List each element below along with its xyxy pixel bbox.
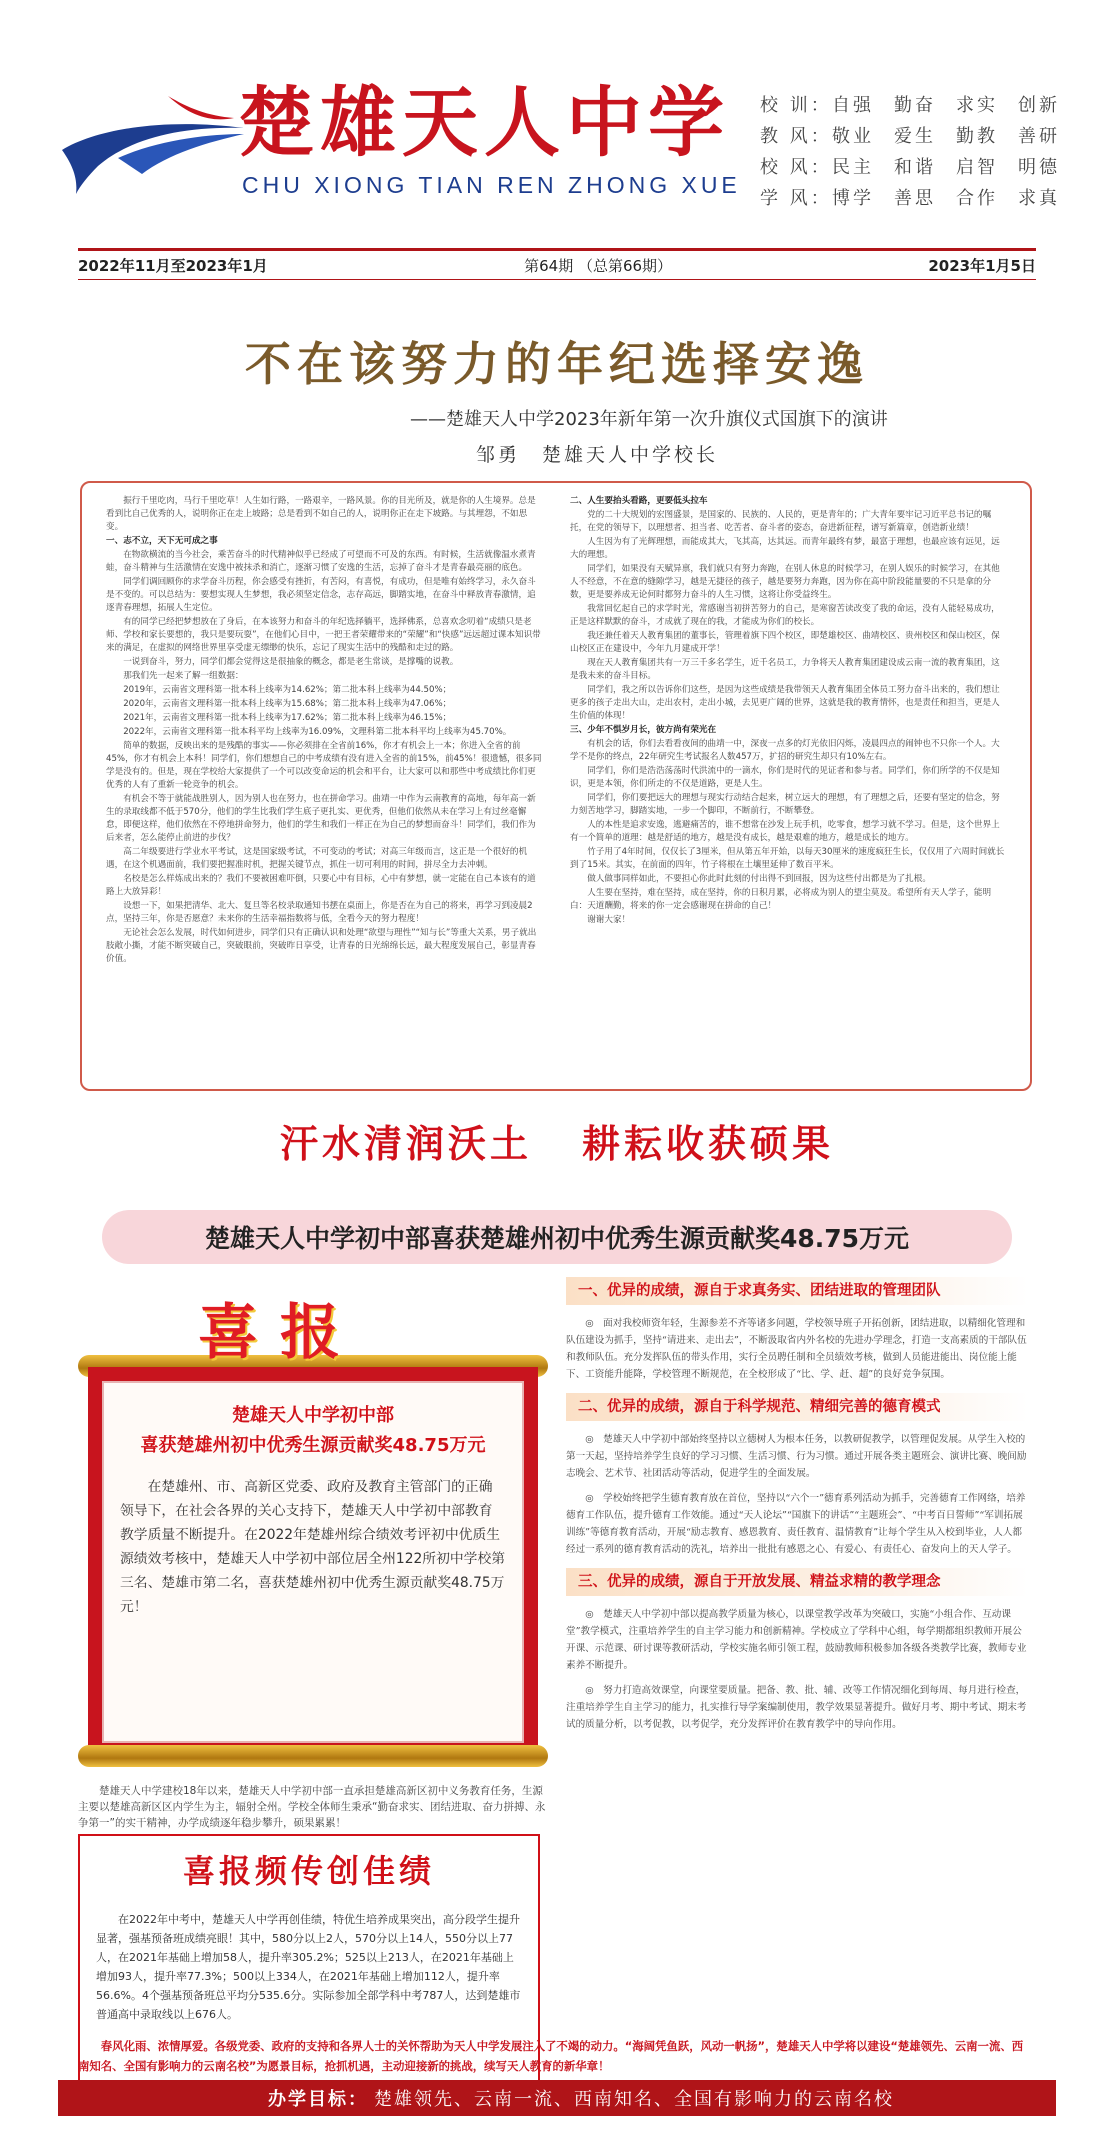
xibao-headline-1: 楚雄天人中学初中部 xyxy=(232,1405,394,1426)
closing-paragraph: 春风化雨、浓情厚爱。各级党委、政府的支持和各界人士的关怀帮助为天人中学发展注入了不竭的动力。“海阔凭鱼跃，风动一帆扬”，楚雄天人中学将以建设“楚雄领先、云南一流、西南知名、全国有影响力的云南名校”为愿景目标，抢抓机遇，主动迎接新的挑战，续写天人教育的新华章！ xyxy=(78,2039,1024,2073)
speech-paragraph: 竹子用了4年时间，仅仅长了3厘米，但从第五年开始，以每天30厘米的速度疯狂生长，仅仅用了六周时间就长到了15米。其实，在前面的四年，竹子将根在土壤里延伸了数百平米。 xyxy=(570,847,1005,870)
speech-box xyxy=(80,481,1032,1091)
slogan-part: 汗水清润沃土 xyxy=(279,1122,532,1166)
section-heading: 一、优异的成绩，源自于求真务实、团结进取的管理团队 xyxy=(566,1277,1028,1305)
motto-row xyxy=(760,181,1090,212)
slogan-part: 耕耘收获硕果 xyxy=(582,1122,835,1166)
motto-value: 善思 xyxy=(894,187,936,209)
speech-paragraph: 谢谢大家！ xyxy=(587,915,631,925)
speech-paragraph: 有机会的话，你们去看看夜间的曲靖一中，深夜一点多的灯光依旧闪烁，凌晨四点的闹钟也不只你一个人。大学不是你的终点，22年研究生考试报名人数457万，扩招的研究生却只有10%左右。 xyxy=(570,739,1000,762)
speech-right-column xyxy=(570,495,1006,1077)
motto-value: 善研 xyxy=(1018,125,1060,147)
good-news-title: 喜报频传创佳绩 xyxy=(182,1852,435,1890)
scroll-paper xyxy=(88,1367,538,1757)
speech-paragraph: 党的二十大规划的宏图盛景，是国家的、民族的、人民的，更是青年的；广大青年要牢记习近平总书记的嘱托，在党的领导下，以理想者、担当者、吃苦者、奋斗者的姿态，奋进新征程，谱写新篇章，创造新业绩！ xyxy=(570,510,992,533)
motto-row xyxy=(760,88,1090,119)
lead-article-author: 邹勇 楚雄天人中学校长 xyxy=(475,444,718,466)
motto-value: 求真 xyxy=(1018,187,1060,209)
motto-value: 求实 xyxy=(956,94,998,116)
motto-value: 敬业 xyxy=(832,125,874,147)
speech-paragraph: 2020年，云南省文理科第一批本科上线率为15.68%；第二批本科上线率为47.06%； xyxy=(123,699,452,709)
xibao-body: 在楚雄州、市、高新区党委、政府及教育主管部门的正确领导下，在社会各界的关心支持下，楚雄天人中学初中部教育教学质量不断提升。在2022年楚雄州综合绩效考评初中优质生源绩效考核中，楚雄天人中学初中部位居全州122所初中学校第三名、楚雄市第二名，喜获楚雄州初中优秀生源贡献奖48.75万元！ xyxy=(120,1479,506,1615)
section-heading: 三、优异的成绩，源自于开放发展、精益求精的教学理念 xyxy=(566,1568,1028,1596)
speech-heading: 二、人生要抬头看路，更要低头拉车 xyxy=(570,496,708,506)
motto-value: 和谐 xyxy=(894,156,936,178)
issue-bar xyxy=(78,248,1036,280)
speech-paragraph: 设想一下，如果把清华、北大、复旦等名校录取通知书摆在桌面上，你是否在为自己的将来，再学习到凌晨2点，坚持三年，你是否愿意？未来你的生活幸福指数将与低，全看今天的努力程度！ xyxy=(106,901,533,924)
section-management xyxy=(566,1277,1028,1383)
motto-row xyxy=(760,119,1090,150)
school-name-english: CHU XIONG TIAN REN ZHONG XUE xyxy=(242,172,741,198)
goal-text: 楚雄领先、云南一流、西南知名、全国有影响力的云南名校 xyxy=(374,2089,894,2110)
motto-value: 创新 xyxy=(1018,94,1060,116)
speech-paragraph: 无论社会怎么发展，时代如何进步，同学们只有正确认识和处理“欲望与理性”“知与长”等重大关系，男子就出肢敞小撕，才能不断突破自己，突破眼前，突破昨日享受，让青春的日光绵绵长远，最大程度发展自己，彰显青春价值。 xyxy=(106,928,537,964)
slogan xyxy=(0,1113,1114,1168)
speech-paragraph: 人生要在坚持，难在坚持，成在坚持，你的日积月累，必将成为别人的望尘莫及。希望所有天人学子，能明白：天道酬勤，将来的你一定会感谢现在拼命的自己！ xyxy=(570,888,992,911)
speech-paragraph: 高二年级要进行学业水平考试，这是国家级考试，不可变动的考试；对高三年级而言，这正是一个很好的机遇，在这个机遇面前，我们要把握准时机，把握关键节点，抓住一切可利用的时间，拼尽全力去冲刺。 xyxy=(106,847,528,870)
scroll-rod-bottom xyxy=(78,1745,548,1767)
motto-value: 勤教 xyxy=(956,125,998,147)
goal-label: 办学目标： xyxy=(268,2089,368,2110)
speech-paragraph: 名校是怎么样炼成出来的？我们不要被困难吓倒，只要心中有目标，心中有梦想，就一定能在自己本该有的道路上大放异彩！ xyxy=(106,874,536,897)
speech-paragraph: 现在天人教育集团共有一万三千多名学生，近千名员工，力争将天人教育集团建设成云南一流的教育集团，这是我未来的奋斗目标。 xyxy=(570,658,1000,681)
section-paragraph: ◎ 楚雄天人中学初中部始终坚持以立德树人为根本任务，以教研促教学，以管理促发展。从学生入校的第一天起，坚持培养学生良好的学习习惯、生活习惯、行为习惯。通过开展各类主题班会、演讲比赛、晚间励志晚会、艺术节、社团活动等活动，促进学生的全面发展。 xyxy=(566,1434,1027,1479)
motto-value: 民主 xyxy=(832,156,874,178)
issue-period: 2022年11月至2023年1月 xyxy=(78,256,268,275)
speech-paragraph: 同学们，如果没有天赋异禀，我们就只有努力奔跑，在别人休息的时候学习，在别人娱乐的时候学习，在其他人不经意，不在意的缝隙学习，越是无捷径的孩子，越是要努力奔跑，因为你在高中阶段能量要的不只是拿的分数，更是要养成无论何时都努力奋斗的人生习惯，这将让你受益终生。 xyxy=(570,564,1000,600)
lead-article-subtitle: ——楚雄天人中学2023年新年第一次升旗仪式国旗下的演讲 xyxy=(410,409,888,430)
lead-article-title: 不在该努力的年纪选择安逸 xyxy=(245,337,869,391)
speech-paragraph: 有的同学已经把梦想放在了身后，在本该努力和奋斗的年纪选择躺平，选择佛系，总喜欢念叨着“成绩只是老师、学校和家长要想的，我只是要玩耍”，在他们心目中，一把王者荣耀带来的“荣耀”和“快感”远远超过课本知识带来的满足，在虚拟的网络世界里享受虚无缥缈的快乐，忘记了现实生活中的残酷和走过的路。 xyxy=(106,617,541,653)
motto-label: 教 风： xyxy=(760,125,832,147)
motto-label: 校 训： xyxy=(760,94,832,116)
motto-value: 合作 xyxy=(956,187,998,209)
motto-label: 学 风： xyxy=(760,187,832,209)
issue-date: 2023年1月5日 xyxy=(928,256,1036,275)
award-banner: 楚雄天人中学初中部喜获楚雄州初中优秀生源贡献奖48.75万元 xyxy=(102,1210,1012,1264)
speech-paragraph: 2019年，云南省文理科第一批本科上线率为14.62%；第二批本科上线率为44.50%； xyxy=(123,685,452,695)
section-paragraph: ◎ 学校始终把学生德育教育放在首位，坚持以“六个一”德育系列活动为抓手，完善德育工作网络，培养德育工作队伍，提升德育工作效能。通过“天人论坛”“国旗下的讲话”“主题班会”、“中考百日誓师”“军训拓展训练”等德育教育活动，开展“励志教育、感恩教育、责任教育、温情教育”让每个学生从入校到毕业，人人都经过一系列的德育教育活动的洗礼，培养出一批批有感恩之心、有爱心、有责任心、奋发向上的天人学子。 xyxy=(566,1493,1026,1555)
speech-paragraph: 那我们先一起来了解一组数据： xyxy=(123,671,244,681)
masthead xyxy=(0,0,1114,245)
xibao-headline-2: 喜获楚雄州初中优秀生源贡献奖48.75万元 xyxy=(140,1435,486,1456)
section-moral-education xyxy=(566,1393,1028,1558)
speech-paragraph: 一说到奋斗，努力，同学们都会觉得这是很抽象的概念，都是老生常谈，是撑嘴的说教。 xyxy=(123,657,459,667)
speech-paragraph: 2021年，云南省文理科第一批本科上线率为17.62%；第二批本科上线率为46.15%； xyxy=(123,713,452,723)
section-paragraph: ◎ 努力打造高效课堂，向课堂要质量。把备、教、批、辅、改等工作情况细化到每周、每月进行检查，注重培养学生自主学习的能力，扎实推行导学案编制使用，教学效果显著提升。做好月考、期中考试、期末考试的质量分析，以考促教，以考促学，充分发挥评价在教育教学中的导向作用。 xyxy=(566,1685,1027,1730)
scroll-inner xyxy=(102,1381,524,1743)
achievement-sections xyxy=(566,1277,1028,1743)
motto-label: 校 风： xyxy=(760,156,832,178)
school-mottos xyxy=(760,88,1090,212)
speech-paragraph: 人的本性是追求安逸，逃避痛苦的，谁不想常在沙发上玩手机，吃零食，想学习就不学习。但是，这个世界上有一个简单的道理：越是舒适的地方，越是没有成长，越是艰难的地方，越是成长的地方。 xyxy=(570,820,1000,843)
motto-value: 启智 xyxy=(956,156,998,178)
school-goal-bar xyxy=(58,2080,1056,2116)
school-history-paragraph: 楚雄天人中学建校18年以来，楚雄天人中学初中部一直承担楚雄高新区初中义务教育任务，生源主要以楚雄高新区区内学生为主，辐射全州。学校全体师生秉承“勤奋求实、团结进取、奋力拼搏、永争第一”的实干精神，办学成绩逐年稳步攀升，硕果累累！ xyxy=(78,1785,546,1829)
school-logo-swoosh-icon xyxy=(58,88,248,198)
motto-value: 明德 xyxy=(1018,156,1060,178)
motto-value: 勤奋 xyxy=(894,94,936,116)
section-heading: 二、优异的成绩，源自于科学规范、精细完善的德育模式 xyxy=(566,1393,1028,1421)
speech-left-column xyxy=(106,495,542,1077)
speech-paragraph: 在物欲横流的当今社会，乘苦奋斗的时代精神似乎已经成了可望而不可及的东西。有时候，生活就像温水煮青蛙，奋斗精神与生活激情在安逸中被抹杀和消亡，逐渐习惯了安逸的生活，忘掉了奋斗才是青春最亮丽的底色。 xyxy=(106,550,536,573)
xibao-title: 喜报 xyxy=(198,1298,362,1368)
section-paragraph: ◎ 楚雄天人中学初中部以提高教学质量为核心，以课堂教学改革为突破口，实施“小组合作、互动课堂”教学模式，注重培养学生的自主学习能力和创新精神。学校成立了学科中心组，每学期都组织教师开展公开课、示范课、研讨课等教研活动，学校实施名师引领工程，鼓励教师积极参加各级各类教学比赛，教师专业素养不断提升。 xyxy=(566,1609,1027,1671)
speech-paragraph: 我还兼任着天人教育集团的董事长，管理着旗下四个校区，即楚雄校区、曲靖校区、贵州校区和保山校区，保山校区正在建设中，今年九月建成开学！ xyxy=(570,631,1000,654)
speech-paragraph: 同学们，我之所以告诉你们这些，是因为这些成绩是我带领天人教育集团全体员工努力奋斗出来的，我们想让更多的孩子走出大山，走出农村，走出小城，去见更广阔的世界，这就是我的教育情怀，也是责任和担当，更是人生价值的体现！ xyxy=(570,685,1000,721)
school-name-chinese: 楚雄天人中学 xyxy=(238,78,730,167)
good-news-body: 在2022年中考中，楚雄天人中学再创佳绩，特优生培养成果突出，高分段学生提升显著，强基预备班成绩亮眼！其中，580分以上2人，570分以上14人，550分以上77人，在2021年基础上增加58人，提升率305.2%；525以上213人，在2021年基础上增加93人，提升率77.3%；500以上334人，在2021年基础上增加112人，提升率56.6%。4个强基预备班总平均分535.6分。实际参加全部学科中考787人，达到楚雄市普通高中录取线以上676人。 xyxy=(96,1913,521,2021)
xibao-scroll xyxy=(78,1285,548,1770)
motto-value: 自强 xyxy=(832,94,874,116)
speech-paragraph: 做人做事同样如此，不要担心你此时此刻的付出得不到回报，因为这些付出都是为了扎根。 xyxy=(587,874,931,884)
speech-paragraph: 同学们，你们是浩浩荡荡时代洪流中的一滴水，你们是时代的见证者和参与者。同学们，你们所学的不仅是知识，更是本领，你们所走的不仅是道路，更是人生。 xyxy=(570,766,1000,789)
motto-row xyxy=(760,150,1090,181)
speech-paragraph: 人生因为有了光辉理想，而能成其大，飞其高，达其远。而青年最终有梦，最富于理想，也最应该有远见，远大的理想。 xyxy=(570,537,1000,560)
speech-paragraph: 同学们，你们要把远大的理想与现实行动结合起来，树立远大的理想，有了理想之后，还要有坚定的信念，努力刻苦地学习，脚踏实地，一步一个脚印，不断前行，不断攀登。 xyxy=(570,793,1000,816)
speech-paragraph: 振行千里吃肉，马行千里吃草！人生如行路，一路艰辛，一路风景。你的目光所及，就是你的人生境界。总是看到比自己优秀的人，说明你正在走上坡路；总是看到不如自己的人，说明你正在走下坡路。与其埋怨，不如思变。 xyxy=(106,496,536,532)
section-paragraph: ◎ 面对我校师资年轻，生源参差不齐等诸多问题，学校领导班子开拓创新，团结进取，以精细化管理和队伍建设为抓手，坚持“请进来、走出去”，不断汲取省内外名校的先进办学理念，打造一支高素质的干部队伍和教师队伍。充分发挥队伍的带头作用，实行全员聘任制和全员绩效考核，做到人员能进能出、岗位能上能下、工资能升能降，学校管理不断规范，在全校形成了“比、学、赶、超”的良好竞争氛围。 xyxy=(566,1318,1027,1380)
speech-paragraph: 有机会不等于就能战胜别人，因为别人也在努力，也在拼命学习。曲靖一中作为云南教育的高地，每年高一新生的录取线都不低于570分，他们的学生比我们学生底子更扎实、更优秀，但他们依然从未在学习上有过丝毫懈怠，即便这样，他们依然在不停地拼命努力，他们的学生和我们一样正在为自己的梦想而奋斗！同学们，我们作为后来者，怎么能停止前进的步伐？ xyxy=(106,794,536,843)
speech-paragraph: 我常回忆起自己的求学时光，常感谢当初拼苦努力的自己，是寒窗苦读改变了我的命运，没有人能轻易成功，正是这样默默的奋斗，才成就了现在的我，才能成为你们的校长。 xyxy=(570,604,1000,627)
speech-heading: 三、少年不惧岁月长，彼方尚有荣光在 xyxy=(570,725,717,735)
speech-paragraph: 简单的数据，反映出来的是残酷的事实——你必须排在全省前16%，你才有机会上一本；你进入全省的前45%，你才有机会上本科！同学们，你们想想自己的中考成绩有没有进入全省的前15%，前45%！很遗憾，很多同学是没有的。但是，现在学校给大家提供了一个可以改变命运的机会和平台，让大家可以和那些中考成绩比你们更优秀的人有了重新一轮竞争的机会。 xyxy=(106,741,542,790)
issue-number: 第64期 （总第66期） xyxy=(524,256,673,275)
speech-paragraph: 同学们调回顾你的求学奋斗历程，你会感受有挫折，有苦闷，有喜悦，有成功，但是唯有始终学习，永久奋斗是不变的。可以总结为：要想实现人生梦想，我必须坚定信念，志存高远，脚踏实地，在奋斗中释放青春激情，追逐青春理想，拓展人生定位。 xyxy=(106,577,536,613)
section-teaching xyxy=(566,1568,1028,1733)
speech-paragraph: 2022年，云南省文理科第一批本科平均上线率为16.09%，文理科第二批本科平均上线率为45.70%。 xyxy=(123,727,512,737)
motto-value: 爱生 xyxy=(894,125,936,147)
motto-value: 博学 xyxy=(832,187,874,209)
speech-heading: 一、志不立，天下无可成之事 xyxy=(106,536,218,546)
